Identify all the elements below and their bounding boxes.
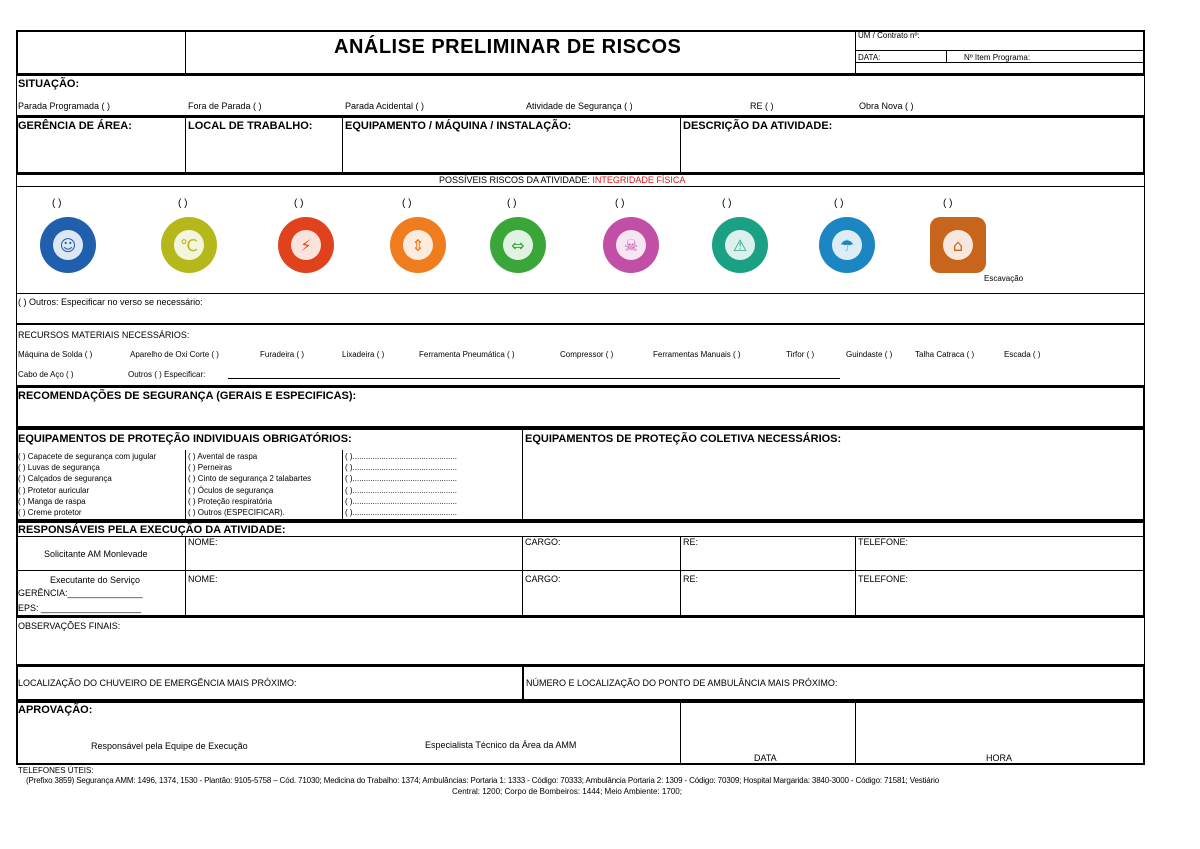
recomendacoes-label: RECOMENDAÇÕES DE SEGURANÇA (GERAIS E ESPECIFICAS): <box>18 390 357 402</box>
aprovacao-hora-label: HORA <box>986 753 1013 763</box>
responsaveis-label: RESPONSÁVEIS PELA EXECUÇÃO DA ATIVIDADE: <box>18 524 286 536</box>
epi-item[interactable]: ( )............................................... <box>345 496 458 506</box>
executante-re[interactable]: RE: <box>683 574 699 584</box>
situacao-option[interactable]: Atividade de Segurança ( ) <box>526 101 633 111</box>
recurso-item[interactable]: Furadeira ( ) <box>260 350 305 359</box>
epi-item[interactable]: ( ) Óculos de segurança <box>188 485 274 495</box>
epi-item[interactable]: ( ) Cinto de segurança 2 talabartes <box>188 474 312 484</box>
situacao-option[interactable]: RE ( ) <box>750 101 774 111</box>
epi-item[interactable]: ( )............................................... <box>345 485 458 495</box>
epi-item[interactable]: ( ) Creme protetor <box>18 508 82 517</box>
cabo-aco-item[interactable]: Cabo de Aço ( ) <box>18 370 74 379</box>
especificar-line <box>228 378 840 379</box>
solicitante-label: Solicitante AM Monlevade <box>44 549 148 559</box>
recurso-item[interactable]: Ferramenta Pneumática ( ) <box>419 350 515 359</box>
risk-checkbox[interactable]: ( ) <box>615 198 625 209</box>
gerencia-field[interactable]: GERÊNCIA:_______________ <box>18 588 143 598</box>
epi-item[interactable]: ( ) Capacete de segurança com jugular <box>18 452 157 461</box>
recurso-item[interactable]: Guindaste ( ) <box>846 350 893 359</box>
temperature-risk-icon <box>161 217 217 273</box>
eps-field[interactable]: EPS: ____________________ <box>18 603 142 613</box>
svg-text:☂: ☂ <box>839 236 855 255</box>
epi-item[interactable]: ( ) Outros (ESPECIFICAR). <box>188 508 285 517</box>
um-contrato-label: UM / Contrato nº: <box>858 31 920 40</box>
epi-item[interactable]: ( ) Calçados de segurança <box>18 474 112 484</box>
especialista-label: Especialista Técnico da Área da AMM <box>425 740 577 750</box>
recurso-item[interactable]: Lixadeira ( ) <box>342 350 385 359</box>
situacao-option[interactable]: Obra Nova ( ) <box>859 101 914 111</box>
descricao-label: DESCRIÇÃO DA ATIVIDADE: <box>683 120 833 132</box>
epi-item[interactable]: ( )............................................... <box>345 463 458 473</box>
telefones-label: TELEFONES ÚTEIS: <box>18 766 94 775</box>
fall-risk-icon <box>603 217 659 273</box>
situacao-option[interactable]: Parada Programada ( ) <box>18 101 111 111</box>
aprovacao-box <box>16 701 1145 765</box>
epi-item[interactable]: ( )............................................... <box>345 474 458 484</box>
epi-item[interactable]: ( )............................................... <box>345 452 458 461</box>
executante-telefone[interactable]: TELEFONE: <box>858 574 909 584</box>
risk-checkbox[interactable]: ( ) <box>834 198 844 209</box>
situacao-label: SITUAÇÃO: <box>18 78 80 90</box>
ambulancia-label: NÚMERO E LOCALIZAÇÃO DO PONTO DE AMBULÂNCIA MAIS PRÓXIMO: <box>526 678 838 688</box>
epi-item[interactable]: ( ) Perneiras <box>188 463 233 473</box>
recurso-item[interactable]: Talha Catraca ( ) <box>915 350 975 359</box>
chuveiro-label: LOCALIZAÇÃO DO CHUVEIRO DE EMERGÊNCIA MAIS PRÓXIMO: <box>18 678 297 688</box>
epi-item[interactable]: ( ) Manga de raspa <box>18 496 86 506</box>
recurso-item[interactable]: Ferramentas Manuais ( ) <box>653 350 741 359</box>
risk-checkbox[interactable]: ( ) <box>943 198 953 209</box>
epi-item[interactable]: ( ) Avental de raspa <box>188 452 258 461</box>
riscos-heading: POSSÍVEIS RISCOS DA ATIVIDADE: INTEGRIDADE FÍSICA <box>439 175 686 185</box>
recurso-item[interactable]: Tirfor ( ) <box>786 350 815 359</box>
confined-space-risk-icon <box>819 217 875 273</box>
item-programa-label: Nº Item Programa: <box>964 53 1031 62</box>
solicitante-telefone[interactable]: TELEFONE: <box>858 537 909 547</box>
solicitante-re[interactable]: RE: <box>683 537 699 547</box>
recurso-item[interactable]: Máquina de Solda ( ) <box>18 350 93 359</box>
situacao-option[interactable]: Parada Acidental ( ) <box>345 101 425 111</box>
risk-checkbox[interactable]: ( ) <box>402 198 412 209</box>
epi-item[interactable]: ( ) Protetor auricular <box>18 485 90 495</box>
executante-cargo[interactable]: CARGO: <box>525 574 561 584</box>
aprovacao-data-label: DATA <box>754 753 777 763</box>
gerencia-area-label: GERÊNCIA DE ÁREA: <box>18 120 132 132</box>
local-trabalho-label: LOCAL DE TRABALHO: <box>188 120 313 132</box>
executante-nome[interactable]: NOME: <box>188 574 218 584</box>
forklift-risk-icon <box>712 217 768 273</box>
observacoes-box <box>16 617 1145 665</box>
risk-checkbox[interactable]: ( ) <box>507 198 517 209</box>
recurso-item[interactable]: Escada ( ) <box>1004 350 1041 359</box>
aprovacao-label: APROVAÇÃO: <box>18 704 93 716</box>
svg-text:☺: ☺ <box>59 236 77 255</box>
recurso-item[interactable]: Aparelho de Oxi Corte ( ) <box>130 350 219 359</box>
svg-text:℃: ℃ <box>180 236 198 255</box>
excavation-risk-icon <box>930 217 986 273</box>
telefones-line2: Central: 1200; Corpo de Bombeiros: 1444; Meio Ambiente: 1700; <box>452 787 682 796</box>
risk-checkbox[interactable]: ( ) <box>294 198 304 209</box>
excavation-label: Escavação <box>984 274 1024 283</box>
respiratory-risk-icon <box>40 217 96 273</box>
svg-text:⚡: ⚡ <box>300 236 312 255</box>
apr-form <box>16 30 1145 819</box>
epi-item[interactable]: ( ) Luvas de segurança <box>18 463 100 473</box>
outros-riscos[interactable]: ( ) Outros: Especificar no verso se necessário: <box>18 297 203 307</box>
page-title: ANÁLISE PRELIMINAR DE RISCOS <box>334 36 682 58</box>
risk-checkbox[interactable]: ( ) <box>722 198 732 209</box>
recurso-item[interactable]: Compressor ( ) <box>560 350 614 359</box>
equipamento-label: EQUIPAMENTO / MÁQUINA / INSTALAÇÃO: <box>345 120 572 132</box>
epi-item[interactable]: ( )............................................... <box>345 508 458 517</box>
solicitante-cargo[interactable]: CARGO: <box>525 537 561 547</box>
svg-text:☠: ☠ <box>623 236 639 255</box>
data-label: DATA: <box>858 53 881 62</box>
recursos-label: RECURSOS MATERIAIS NECESSÁRIOS: <box>18 330 190 340</box>
epi-label: EQUIPAMENTOS DE PROTEÇÃO INDIVIDUAIS OBRIGATÓRIOS: <box>18 433 352 445</box>
situacao-option[interactable]: Fora de Parada ( ) <box>188 101 262 111</box>
svg-text:⌂: ⌂ <box>952 236 964 255</box>
svg-text:⚠: ⚠ <box>732 236 748 255</box>
svg-text:⇔: ⇔ <box>511 236 525 255</box>
integridade-fisica-highlight: INTEGRIDADE FÍSICA <box>592 175 686 185</box>
epi-item[interactable]: ( ) Proteção respiratória <box>188 496 273 506</box>
executante-label: Executante do Serviço <box>50 575 141 585</box>
electric-shock-risk-icon <box>278 217 334 273</box>
outros-recursos-item[interactable]: Outros ( ) Especificar: <box>128 370 206 379</box>
crushing-risk-icon <box>490 217 546 273</box>
height-fall-risk-icon <box>390 217 446 273</box>
solicitante-nome[interactable]: NOME: <box>188 537 218 547</box>
observacoes-label: OBSERVAÇÕES FINAIS: <box>18 621 121 631</box>
risk-checkbox[interactable]: ( ) <box>178 198 188 209</box>
risk-checkbox[interactable]: ( ) <box>52 198 62 209</box>
telefones-line1: (Prefixo 3859) Segurança AMM: 1496, 1374, 1530 - Plantão: 9105-5758 – Cód. 71030; Medicina do Trabalho: 1374; Ambulâncias: Portaria 1: 1333 - Código: 70333; Ambulância Portaria 2: 1309 - Código: 70309; Hospital Margarida: 3840-3000 - Código: 71581; Vestiário <box>26 776 940 785</box>
svg-text:⇕: ⇕ <box>411 236 425 255</box>
epc-label: EQUIPAMENTOS DE PROTEÇÃO COLETIVA NECESSÁRIOS: <box>525 433 842 445</box>
responsavel-equipe-label: Responsável pela Equipe de Execução <box>91 741 248 751</box>
